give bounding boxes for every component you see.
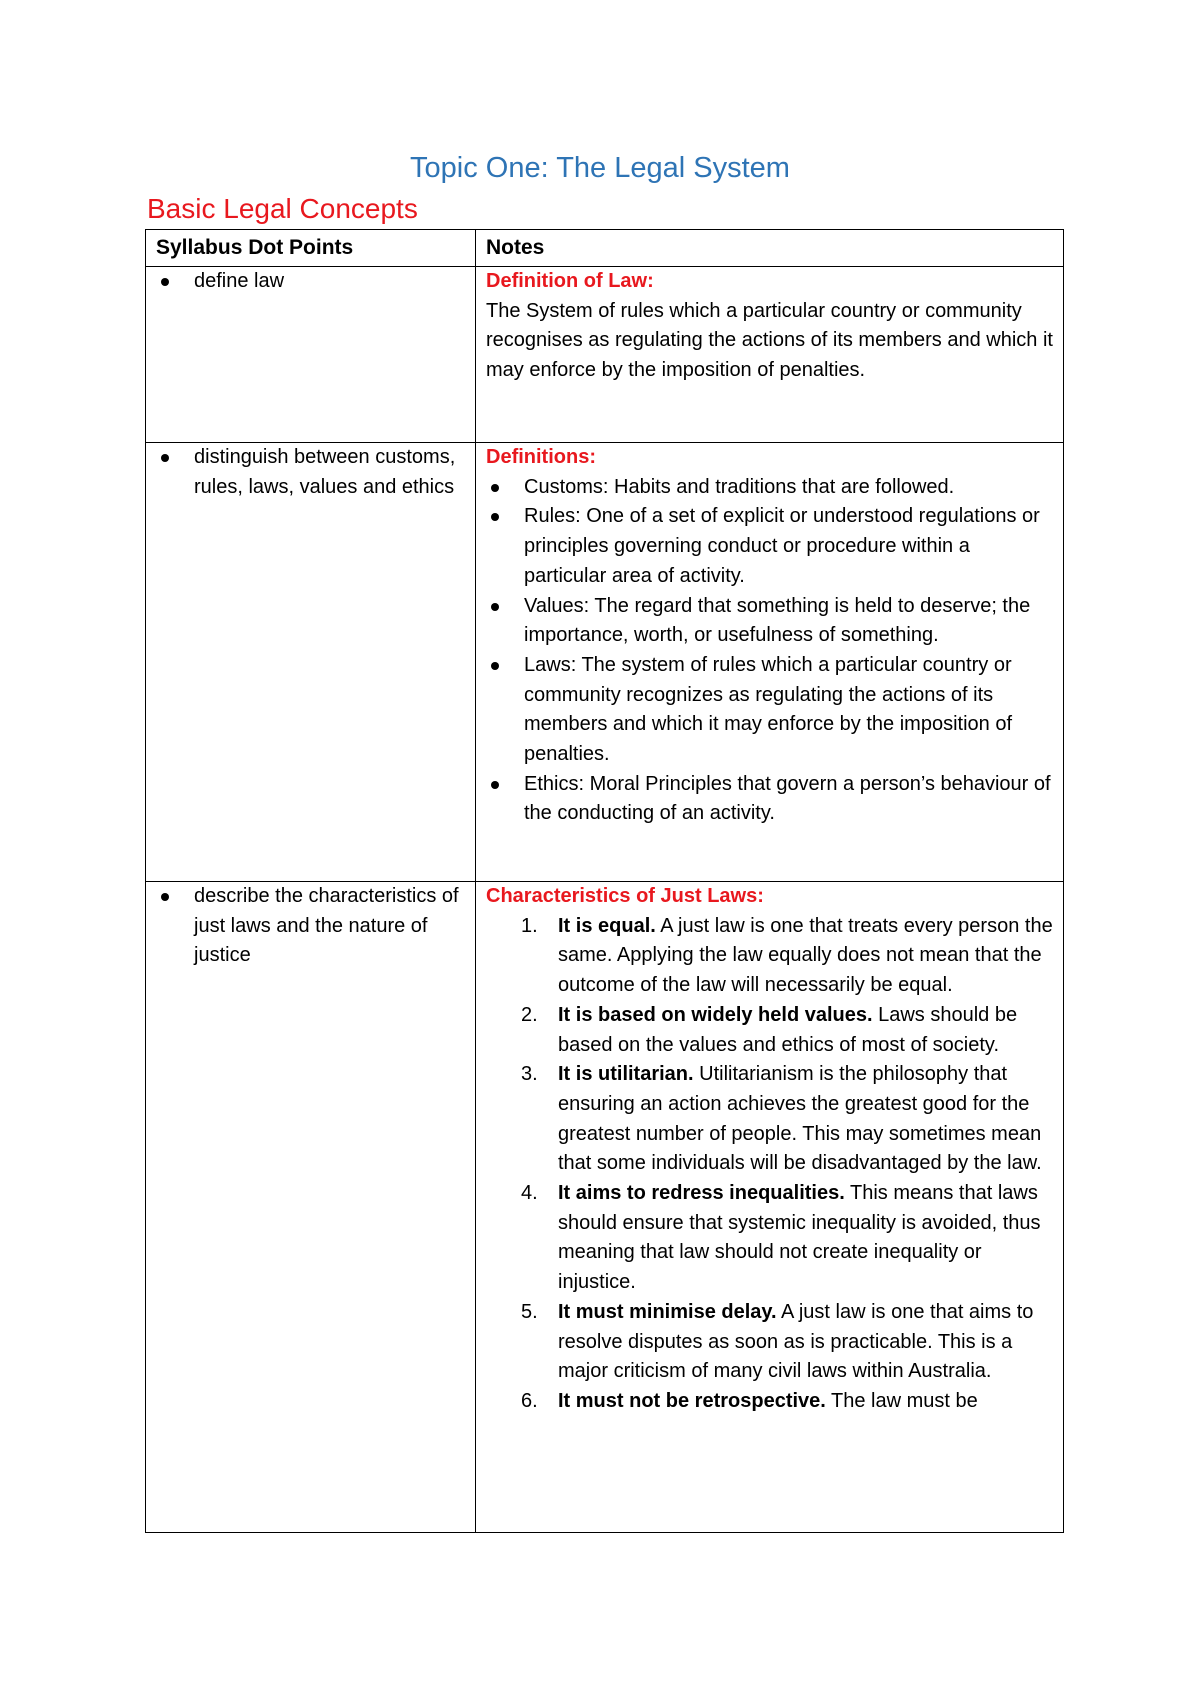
dot-point-cell — [146, 882, 476, 1533]
item-text: A just law is one that aims to resolve disputes as soon as is practicable. This is a major criticism of many civil laws within Australia. — [558, 1300, 1034, 1383]
list-item — [506, 1387, 1055, 1417]
column-header-dot-points: Syllabus Dot Points — [146, 230, 476, 267]
definition-item-values: Values: The regard that something is held to deserve; the importance, worth, or usefulness of something. — [486, 592, 1055, 651]
notes-cell — [476, 443, 1064, 882]
dot-point-item: describe the characteristics of just laws and the nature of justice — [156, 882, 467, 971]
dot-point-cell — [146, 267, 476, 443]
list-item — [506, 912, 1055, 1001]
item-number: 5. — [521, 1300, 538, 1323]
item-number: 6. — [521, 1389, 538, 1412]
dot-point-list — [156, 267, 467, 297]
item-text: Utilitarianism is the philosophy that ensuring an action achieves the greatest good for the greatest number of people. This may sometimes mean that some individuals will be disadvantaged by the law. — [558, 1063, 1042, 1175]
table-header-row — [146, 230, 1064, 267]
item-lead: It is equal. — [558, 914, 656, 937]
notes-cell — [476, 882, 1064, 1533]
table-row — [146, 882, 1064, 1533]
item-lead: It aims to redress inequalities. — [558, 1182, 845, 1205]
item-lead: It must not be retrospective. — [558, 1389, 826, 1412]
dot-point-item: define law — [156, 267, 467, 297]
page-title: Topic One: The Legal System — [410, 152, 790, 184]
list-item — [506, 1298, 1055, 1387]
definition-item-rules: Rules: One of a set of explicit or understood regulations or principles governing conduct or procedure within a particular area of activity. — [486, 502, 1055, 591]
item-number: 1. — [521, 914, 538, 937]
section-heading: Basic Legal Concepts — [147, 193, 418, 224]
dot-point-list — [156, 443, 467, 502]
item-number: 2. — [521, 1003, 538, 1026]
item-lead: It is based on widely held values. — [558, 1003, 873, 1026]
notes-heading: Characteristics of Just Laws: — [486, 885, 764, 907]
item-number: 4. — [521, 1182, 538, 1205]
notes-text: The System of rules which a particular country or community recognises as regulating the actions of its members and which it may enforce by the imposition of penalties. — [486, 299, 1053, 382]
notes-heading: Definitions: — [486, 446, 596, 468]
list-item — [506, 1060, 1055, 1179]
notes-cell — [476, 267, 1064, 443]
list-item — [506, 1001, 1055, 1060]
notes-table — [145, 229, 1064, 1533]
item-text: A just law is one that treats every person the same. Applying the law equally does not mean that the outcome of the law will necessarily be equal. — [558, 914, 1053, 997]
list-item — [506, 1179, 1055, 1298]
dot-point-cell — [146, 443, 476, 882]
notes-heading: Definition of Law: — [486, 270, 654, 292]
column-header-notes: Notes — [476, 230, 1064, 267]
dot-point-item: distinguish between customs, rules, laws, values and ethics — [156, 443, 467, 502]
item-text: This means that laws should ensure that systemic inequality is avoided, thus meaning that law should not create inequality or injustice. — [558, 1182, 1041, 1294]
dot-point-list — [156, 882, 467, 971]
table-row — [146, 267, 1064, 443]
definitions-list — [486, 473, 1055, 829]
item-number: 3. — [521, 1063, 538, 1086]
definition-item-customs: Customs: Habits and traditions that are followed. — [486, 473, 1055, 503]
item-text: The law must be — [825, 1389, 978, 1412]
item-text: Laws should be based on the values and ethics of most of society. — [558, 1003, 1018, 1056]
definition-item-ethics: Ethics: Moral Principles that govern a person’s behaviour of the conducting of an activity. — [486, 770, 1055, 829]
definition-item-laws: Laws: The system of rules which a particular country or community recognizes as regulating the actions of its members and which it may enforce by the imposition of penalties. — [486, 651, 1055, 770]
item-lead: It must minimise delay. — [558, 1300, 777, 1323]
just-laws-list — [486, 912, 1055, 1417]
item-lead: It is utilitarian. — [558, 1063, 694, 1086]
table-row — [146, 443, 1064, 882]
